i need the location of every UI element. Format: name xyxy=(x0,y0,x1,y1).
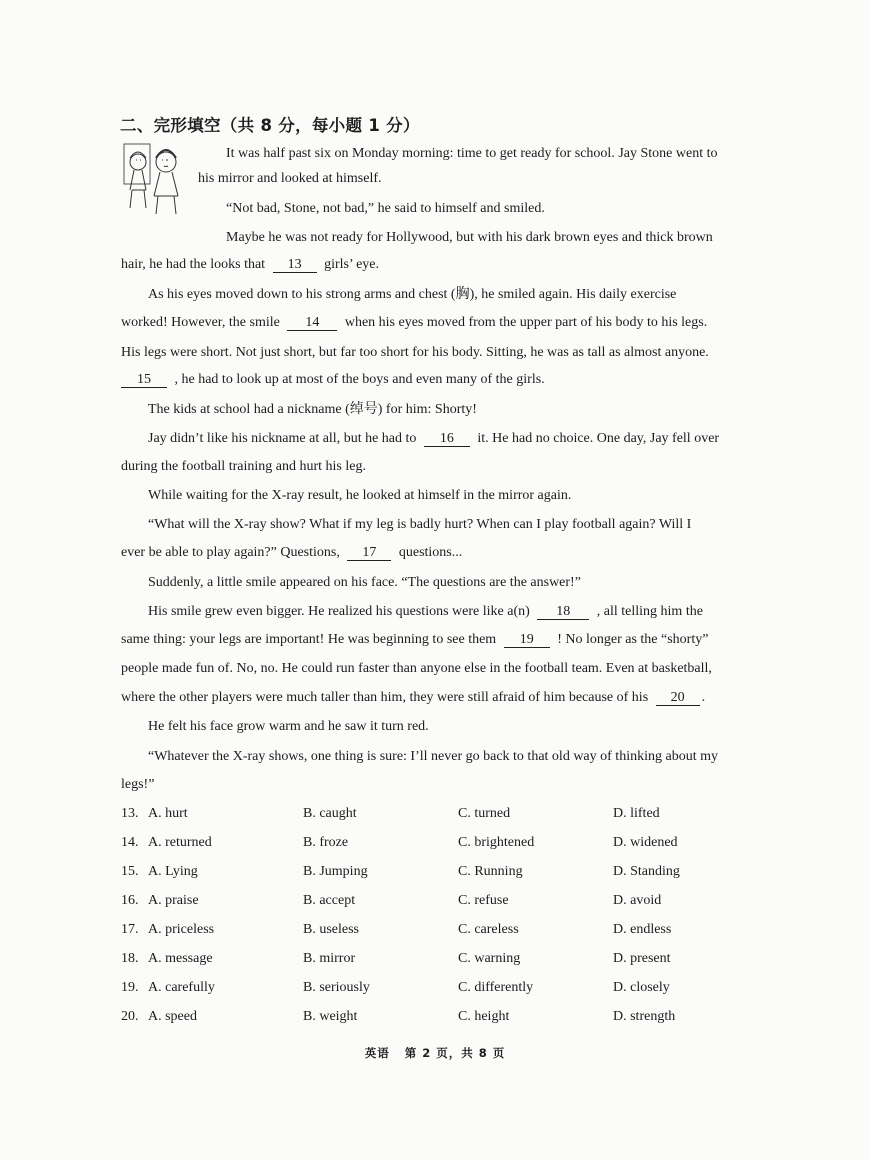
passage-line: As his eyes moved down to his strong arms and chest (胸), he smiled again. His daily exercise xyxy=(148,287,677,302)
passage-line: his mirror and looked at himself. xyxy=(198,171,382,186)
passage-line xyxy=(121,372,545,388)
passage-line: people made fun of. No, no. He could run faster than anyone else in the football team. Even at basketball, xyxy=(121,661,712,676)
passage-line: Maybe he was not ready for Hollywood, but with his dark brown eyes and thick brown xyxy=(226,230,713,245)
question-num: 20. xyxy=(121,1009,139,1024)
option-c: C. warning xyxy=(458,951,521,966)
passage-line: While waiting for the X-ray result, he looked at himself in the mirror again. xyxy=(148,488,572,503)
passage-text: it. He had no choice. One day, Jay fell over xyxy=(477,431,720,446)
option-c: C. brightened xyxy=(458,835,535,850)
blank-20: 20 xyxy=(656,691,700,706)
page-footer: 英语 第 2 页，共 8 页 xyxy=(364,1046,506,1060)
passage-text: questions... xyxy=(398,545,463,560)
passage-line xyxy=(148,604,703,620)
passage-line xyxy=(148,431,719,447)
blank-14: 14 xyxy=(287,316,337,331)
option-d: D. closely xyxy=(613,980,670,995)
blank-16: 16 xyxy=(424,432,470,447)
option-b: B. mirror xyxy=(303,951,356,966)
option-b: B. weight xyxy=(303,1009,358,1024)
option-a: A. praise xyxy=(148,893,199,908)
passage-text: . xyxy=(701,690,706,705)
passage-line: “Whatever the X-ray shows, one thing is sure: I’ll never go back to that old way of thinking about my xyxy=(148,749,718,764)
passage-line: Suddenly, a little smile appeared on his face. “The questions are the answer!” xyxy=(148,575,581,590)
passage-line: The kids at school had a nickname (绰号) for him: Shorty! xyxy=(148,402,477,417)
option-d: D. Standing xyxy=(613,864,680,879)
blank-19: 19 xyxy=(504,633,550,648)
blank-15: 15 xyxy=(121,373,167,388)
option-b: B. caught xyxy=(303,806,357,821)
question-num: 18. xyxy=(121,951,139,966)
option-d: D. avoid xyxy=(613,893,662,908)
passage-line: during the football training and hurt his leg. xyxy=(121,459,366,474)
question-num: 13. xyxy=(121,806,139,821)
passage-line xyxy=(121,545,462,561)
option-a: A. speed xyxy=(148,1009,197,1024)
option-a: A. returned xyxy=(148,835,212,850)
option-d: D. present xyxy=(613,951,671,966)
option-b: B. froze xyxy=(303,835,349,850)
option-c: C. turned xyxy=(458,806,511,821)
passage-text: when his eyes moved from the upper part of his body to his legs. xyxy=(344,315,708,330)
passage-text: Jay didn’t like his nickname at all, but he had to xyxy=(148,431,417,446)
passage-line xyxy=(121,315,707,331)
passage-line: His legs were short. Not just short, but far too short for his body. Sitting, he was as tall as almost anyone. xyxy=(121,345,709,360)
passage-line: It was half past six on Monday morning: time to get ready for school. Jay Stone went to xyxy=(226,146,718,161)
passage-line: legs!” xyxy=(121,777,155,792)
section-title: 二、完形填空（共 8 分，每小题 1 分） xyxy=(120,116,420,135)
question-num: 19. xyxy=(121,980,139,995)
blank-18: 18 xyxy=(537,605,589,620)
option-c: C. height xyxy=(458,1009,510,1024)
passage-text: His smile grew even bigger. He realized his questions were like a(n) xyxy=(148,604,530,619)
passage-text: , he had to look up at most of the boys and even many of the girls. xyxy=(174,372,545,387)
question-num: 15. xyxy=(121,864,139,879)
passage-line: “What will the X-ray show? What if my leg is badly hurt? When can I play football again? Will I xyxy=(148,517,692,532)
option-a: A. carefully xyxy=(148,980,215,995)
boy-mirror-illustration xyxy=(122,138,190,220)
passage-text: where the other players were much taller than him, they were still afraid of him because of his xyxy=(121,690,649,705)
question-num: 16. xyxy=(121,893,139,908)
passage-text: ever be able to play again?” Questions, xyxy=(121,545,340,560)
option-c: C. careless xyxy=(458,922,519,937)
passage-text: girls’ eye. xyxy=(324,257,380,272)
option-b: B. seriously xyxy=(303,980,370,995)
option-d: D. lifted xyxy=(613,806,660,821)
option-b: B. useless xyxy=(303,922,359,937)
option-b: B. accept xyxy=(303,893,356,908)
blank-17: 17 xyxy=(347,546,391,561)
question-num: 17. xyxy=(121,922,139,937)
option-d: D. strength xyxy=(613,1009,676,1024)
passage-text: hair, he had the looks that xyxy=(121,257,266,272)
passage-line xyxy=(121,690,705,706)
option-b: B. Jumping xyxy=(303,864,368,879)
option-a: A. message xyxy=(148,951,213,966)
option-c: C. Running xyxy=(458,864,523,879)
passage-line xyxy=(121,257,379,273)
passage-line: He felt his face grow warm and he saw it turn red. xyxy=(148,719,429,734)
option-d: D. endless xyxy=(613,922,672,937)
passage-text: ! No longer as the “shorty” xyxy=(557,632,709,647)
passage-text: worked! However, the smile xyxy=(121,315,280,330)
option-a: A. priceless xyxy=(148,922,215,937)
option-a: A. Lying xyxy=(148,864,198,879)
blank-13: 13 xyxy=(273,258,317,273)
option-a: A. hurt xyxy=(148,806,188,821)
passage-text: , all telling him the xyxy=(596,604,703,619)
option-c: C. differently xyxy=(458,980,534,995)
passage-text: same thing: your legs are important! He was beginning to see them xyxy=(121,632,497,647)
option-d: D. widened xyxy=(613,835,678,850)
passage-line xyxy=(121,632,708,648)
passage-line: “Not bad, Stone, not bad,” he said to himself and smiled. xyxy=(226,201,545,216)
question-num: 14. xyxy=(121,835,139,850)
option-c: C. refuse xyxy=(458,893,509,908)
